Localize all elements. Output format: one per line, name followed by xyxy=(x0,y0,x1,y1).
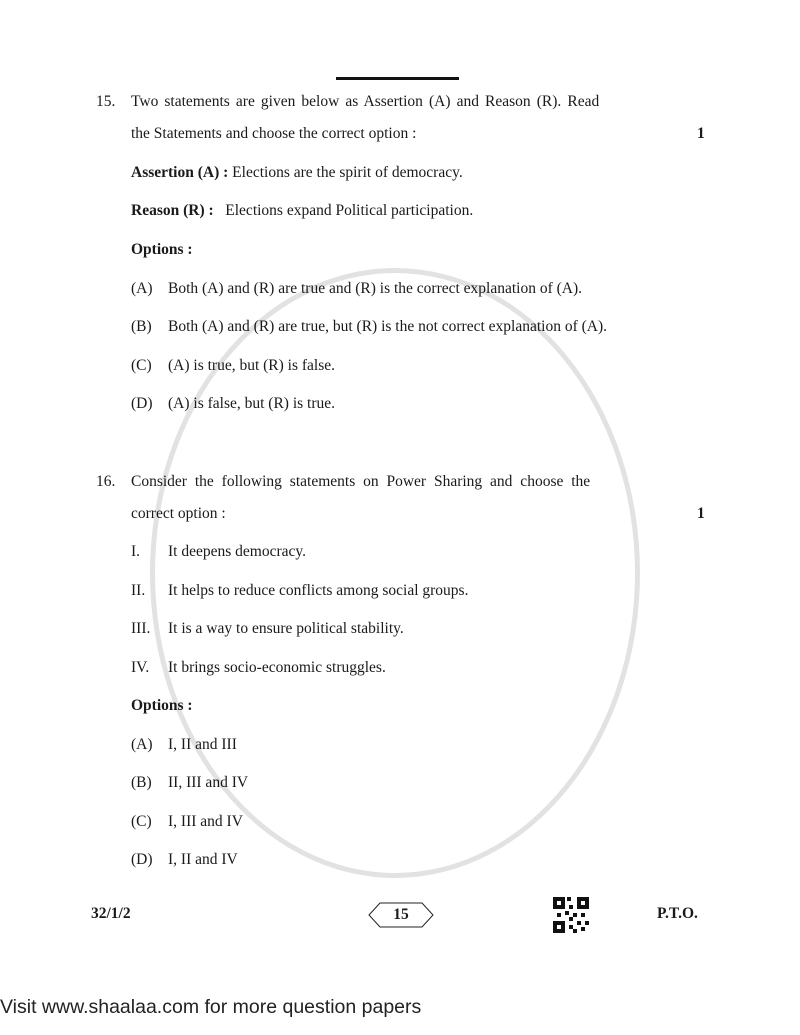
option-c: (C) xyxy=(131,357,152,374)
statement-text: It helps to reduce conflicts among social groups. xyxy=(168,582,469,599)
options-label: Options : xyxy=(131,697,193,714)
option-b: (B) xyxy=(131,318,152,335)
option-d-text: (A) is false, but (R) is true. xyxy=(168,395,336,412)
option-c-text: I, III and IV xyxy=(168,813,243,830)
option-d-text: I, II and IV xyxy=(168,851,238,868)
option-b-text: Both (A) and (R) are true, but (R) is the not correct explanation of (A). xyxy=(168,318,608,335)
option-a: (A) xyxy=(131,736,153,753)
question-text: Two statements are given below as Assertion (A) and Reason (R). Read xyxy=(131,93,600,110)
option-a: (A) xyxy=(131,280,153,297)
option-b-text: II, III and IV xyxy=(168,774,249,791)
assertion-label: Assertion (A) : xyxy=(131,164,229,181)
reason xyxy=(131,202,473,220)
reason-label: Reason (R) : xyxy=(131,202,214,219)
assertion-text: Elections are the spirit of democracy. xyxy=(232,164,463,181)
option-d: (D) xyxy=(131,851,153,868)
section-divider xyxy=(336,77,459,80)
marks: 1 xyxy=(697,125,705,142)
options-label: Options : xyxy=(131,241,193,258)
option-c-text: (A) is true, but (R) is false. xyxy=(168,357,336,374)
statement-text: It brings socio-economic struggles. xyxy=(168,659,386,676)
paper-code: 32/1/2 xyxy=(91,905,131,922)
qr-code-icon xyxy=(553,897,589,933)
statement-key: I. xyxy=(131,543,141,560)
question-number: 16. xyxy=(96,473,116,490)
question-number: 15. xyxy=(96,93,116,110)
page-number-badge xyxy=(368,902,434,928)
option-a-text: I, II and III xyxy=(168,736,237,753)
website-banner: Visit www.shaalaa.com for more question papers xyxy=(0,996,422,1018)
option-c: (C) xyxy=(131,813,152,830)
option-b: (B) xyxy=(131,774,152,791)
pto-label: P.T.O. xyxy=(657,905,698,922)
statement-key: IV. xyxy=(131,659,150,676)
reason-text: Elections expand Political participation. xyxy=(225,202,474,219)
statement-key: III. xyxy=(131,620,151,637)
page-number: 15 xyxy=(393,906,409,923)
option-a-text: Both (A) and (R) are true and (R) is the correct explanation of (A). xyxy=(168,280,583,297)
option-d: (D) xyxy=(131,395,153,412)
statement-key: II. xyxy=(131,582,146,599)
question-text: the Statements and choose the correct option : xyxy=(131,125,417,142)
assertion xyxy=(131,164,463,182)
statement-text: It is a way to ensure political stability. xyxy=(168,620,404,637)
question-text: Consider the following statements on Power Sharing and choose the xyxy=(131,473,591,490)
statement-text: It deepens democracy. xyxy=(168,543,306,560)
question-text: correct option : xyxy=(131,505,226,522)
marks: 1 xyxy=(697,505,705,522)
